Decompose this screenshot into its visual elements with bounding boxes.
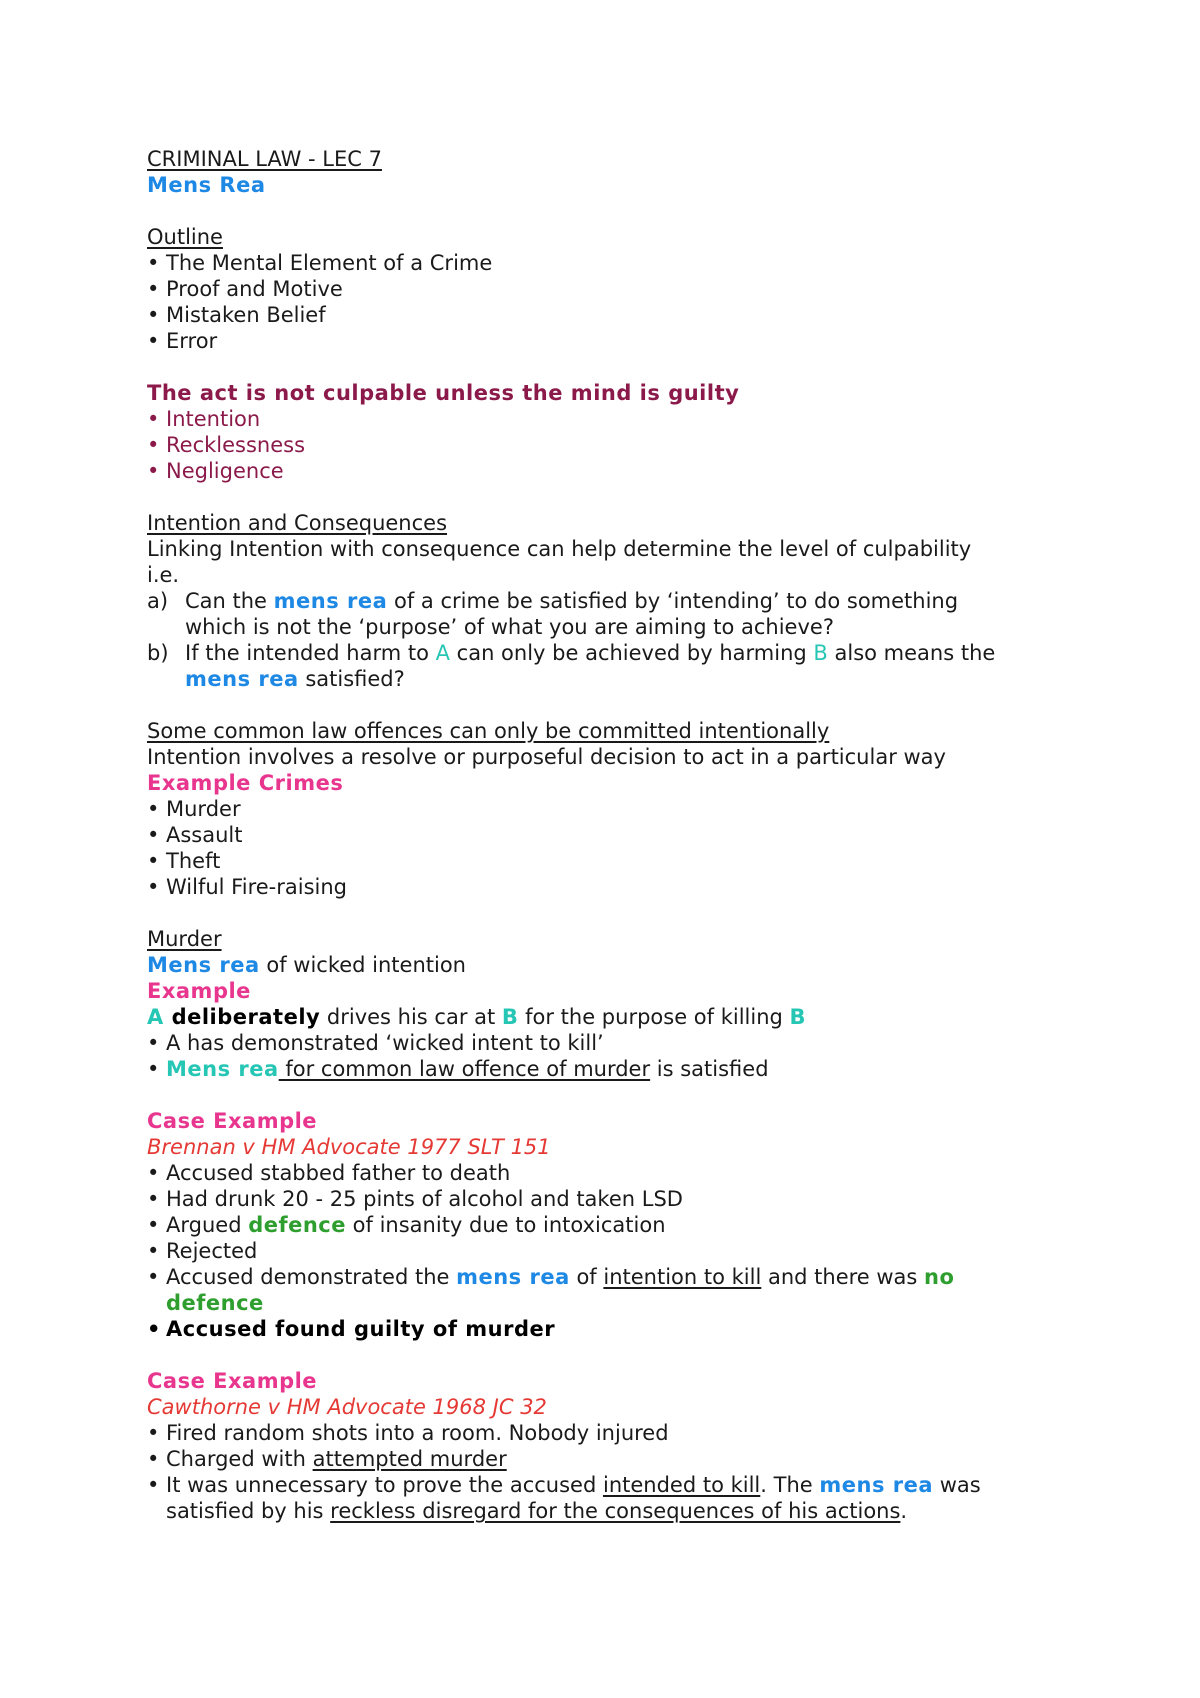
list-item-cont: satisfied by his reckless disregard for the consequences of his actions. <box>166 1499 908 1523</box>
murder-heading: Murder <box>147 927 222 951</box>
murder-mens-rea: Mens rea of wicked intention <box>147 953 466 977</box>
intention-intro: Linking Intention with consequence can help determine the level of culpability <box>147 537 972 561</box>
list-item: • Negligence <box>147 459 284 483</box>
list-item: • The Mental Element of a Crime <box>147 251 493 275</box>
common-law-heading: Some common law offences can only be committed intentionally <box>147 719 830 743</box>
list-item: • Murder <box>147 797 241 821</box>
lecture-notes <box>147 146 1067 1524</box>
list-item: • Error <box>147 329 218 353</box>
question-a-cont: which is not the ‘purpose’ of what you are aiming to achieve? <box>185 615 834 639</box>
intention-intro-ie: i.e. <box>147 563 180 587</box>
document-subtitle: Mens Rea <box>147 173 266 197</box>
common-law-desc: Intention involves a resolve or purposeful decision to act in a particular way <box>147 745 946 769</box>
list-item: • Assault <box>147 823 243 847</box>
case-example-heading: Case Example <box>147 1109 318 1133</box>
case-example-heading: Case Example <box>147 1369 318 1393</box>
list-item: • Theft <box>147 849 221 873</box>
list-item: • Mens rea for common law offence of murder is satisfied <box>147 1057 769 1081</box>
list-item: • Charged with attempted murder <box>147 1447 507 1471</box>
document-title: CRIMINAL LAW - LEC 7 <box>147 147 382 171</box>
list-item: • Argued defence of insanity due to intoxication <box>147 1213 666 1237</box>
list-item: • A has demonstrated ‘wicked intent to kill’ <box>147 1031 604 1055</box>
outline-heading: Outline <box>147 225 223 249</box>
culpable-heading: The act is not culpable unless the mind is guilty <box>147 381 740 405</box>
question-a: a) Can the mens rea of a crime be satisfied by ‘intending’ to do something <box>147 589 959 613</box>
question-b-cont: mens rea satisfied? <box>185 667 405 691</box>
list-item: • Accused stabbed father to death <box>147 1161 511 1185</box>
example-crimes-heading: Example Crimes <box>147 771 344 795</box>
case-citation: Cawthorne v HM Advocate 1968 JC 32 <box>147 1395 547 1419</box>
list-item: • It was unnecessary to prove the accused intended to kill. The mens rea was <box>147 1473 981 1497</box>
case-citation: Brennan v HM Advocate 1977 SLT 151 <box>147 1135 551 1159</box>
list-item: • Proof and Motive <box>147 277 343 301</box>
list-item: • Fired random shots into a room. Nobody injured <box>147 1421 669 1445</box>
question-b: b) If the intended harm to A can only be achieved by harming B also means the <box>147 641 996 665</box>
list-item: • Accused found guilty of murder <box>147 1317 556 1341</box>
list-item: • Wilful Fire-raising <box>147 875 347 899</box>
murder-example: A deliberately drives his car at B for the purpose of killing B <box>147 1005 807 1029</box>
list-item: • Rejected <box>147 1239 258 1263</box>
list-item: • Accused demonstrated the mens rea of intention to kill and there was no <box>147 1265 955 1289</box>
list-item: • Intention <box>147 407 261 431</box>
list-item: • Had drunk 20 - 25 pints of alcohol and taken LSD <box>147 1187 683 1211</box>
intention-heading: Intention and Consequences <box>147 511 448 535</box>
list-item-cont: defence <box>166 1291 264 1315</box>
list-item: • Mistaken Belief <box>147 303 326 327</box>
murder-example-heading: Example <box>147 979 251 1003</box>
list-item: • Recklessness <box>147 433 306 457</box>
